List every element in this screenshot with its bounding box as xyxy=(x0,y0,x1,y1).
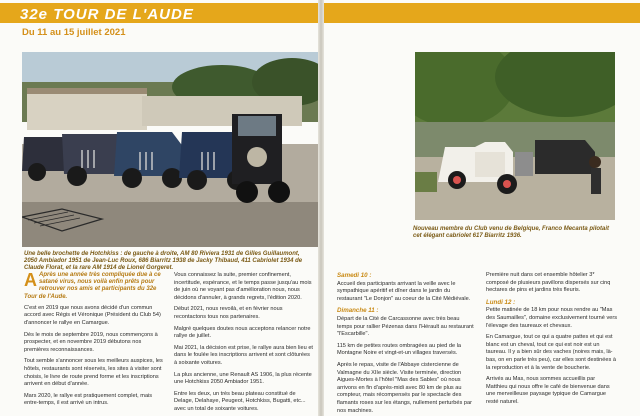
paragraph: La plus ancienne, une Renault AS 1906, la plus récente une Hotchkiss 2050 Ambiador 1951. xyxy=(174,371,312,386)
paragraph: Petite matinée de 18 km pour nous rendre au "Mas des Saumailles", domaine exclusivement tourné vers l'élevage des taureaux et chevaux. xyxy=(486,307,618,329)
left-photo-caption: Une belle brochette de Hotchkiss : de gauche à droite, AM 80 Riviera 1931 de Gilles Guillaumont, 2050 Ambiador 1951 de Jean-Luc Roux, 686 Biarritz 1938 de Jacky Thibaud, 411 Cabriolet 1934 de Claude Florat, et la rare AM 1914 de Lionel Gorgeret. xyxy=(24,251,303,272)
paragraph: Vous connaissez la suite, premier confinement, incertitude, espérance, et le temps passe jusqu'au mois de juin où ne voyant pas d'amélioration nous, nous décidons d'annuler, à grands regrets, l'édition 2020. xyxy=(174,272,312,301)
paragraph: Dès le mois de septembre 2019, nous commençons à prospecter, et en novembre 2019 débutons nos premières reconnaissances. xyxy=(24,331,158,353)
paragraph: C'est en 2019 que nous avons décidé d'un commun accord avec Régis et Véronique (Président du Club 54) d'annoncer le rallye en Camargue. xyxy=(24,304,161,326)
title-bar xyxy=(0,3,318,23)
article-intro xyxy=(24,272,166,301)
cabriolet-photo xyxy=(415,52,615,220)
day-heading: Lundi 12 : xyxy=(486,298,516,306)
paragraph: Arrivés au Mas, nous sommes accueillis par Matthieu qui nous offre le café de bienvenue dans une merveilleuse paysage typique de Camargue resté naturel. xyxy=(486,376,610,405)
paragraph: Accueil des participants arrivant la veille avec le sympathique apéritif et dîner dans le jardin du restaurant "Le Donjon" au coeur de la Cité Médiévale. xyxy=(337,280,471,302)
paragraph: Entre les deux, un très beau plateau constitué de Delage, Delahaye, Peugeot, Hotchkiss, Bugatti, etc... avec un total de soixante voitures. xyxy=(174,390,306,412)
day-heading: Dimanche 11 : xyxy=(337,307,379,315)
title-bar-right xyxy=(324,3,640,23)
dropcap: A xyxy=(24,270,37,290)
article-column-4 xyxy=(486,272,618,411)
article-column-2 xyxy=(174,272,314,418)
article-column-3 xyxy=(337,272,475,419)
article-column-1 xyxy=(24,272,166,412)
paragraph: En Camargue, tout ce qui a quatre pattes et qui est blanc est un cheval, tout ce qui est noir est un taureau. Il y a bien sûr des vaches (noires mais, là-bas, on en parle très peu), car elles sont destinées à la reproduction et à la vente de boucherie. xyxy=(486,334,616,371)
cars-lineup-photo xyxy=(22,52,318,247)
intro-text: Après une année très compliquée due à ce satané virus, nous voilà enfin prêts pour retrouver nos amis et participants du 32e Tour de l'Aude. xyxy=(24,272,161,300)
right-photo-caption: Nouveau membre du Club venu de Belgique, Franco Mecanta pilotait cet élégant cabriolet 617 Biarritz 1936. xyxy=(413,226,610,240)
page-gutter xyxy=(318,0,324,416)
day-heading: Samedi 10 : xyxy=(337,272,372,279)
paragraph: Mai 2021, la décision est prise, le rallye aura bien lieu et dans le foulée les inscriptions arrivent et sont clôturées à soixante voitures. xyxy=(174,344,313,366)
paragraph: Malgré quelques doutes nous acceptons relancer notre rallye de juillet. xyxy=(174,325,311,340)
paragraph: Début 2021, nous revoilà, et en février nous recontactons tous nos partenaires. xyxy=(174,306,283,320)
cars-lineup-image xyxy=(22,52,318,247)
event-dates: Du 11 au 15 juillet 2021 xyxy=(22,27,126,38)
paragraph: Tout semble s'annoncer sous les meilleurs auspices, les hôtels, restaurants sont réservés, les sites à visiter sont choisis, le livre de route prend forme et les inscriptions arrivent en début d'année. xyxy=(24,358,163,388)
cabriolet-image xyxy=(415,52,615,220)
paragraph: Après le repas, visite de l'Abbaye cistercienne de Valmagne du XIIe siècle. Visite terminée, direction Aigues-Mortes à l'hôtel "Mas des Sables" où nous arrivons en fin d'après-midi avec 80 km de plus au compteur, mais récompensés par le spectacle des flamants roses sur les étangs, nullement perturbés par nos machines. xyxy=(337,361,472,414)
paragraph: Mars 2020, le rallye est pratiquement complet, mais entre-temps, il est arrivé un intrus. xyxy=(24,392,153,407)
page-title: 32e TOUR DE L'AUDE xyxy=(20,6,194,23)
paragraph: Départ de la Cité de Carcassonne avec très beau temps pour rallier Pézenas dans l'Hérault au restaurant "l'Escarbille". xyxy=(337,315,474,338)
paragraph: Première nuit dans cet ensemble hôtelier 3* composé de plusieurs pavillons dispersés sur cinq hectares de pins et jardins très fleuris. xyxy=(486,272,611,294)
paragraph: 115 km de petites routes ombragées au pied de la Montagne Noire et vingt-et-un villages traversés. xyxy=(337,342,461,357)
